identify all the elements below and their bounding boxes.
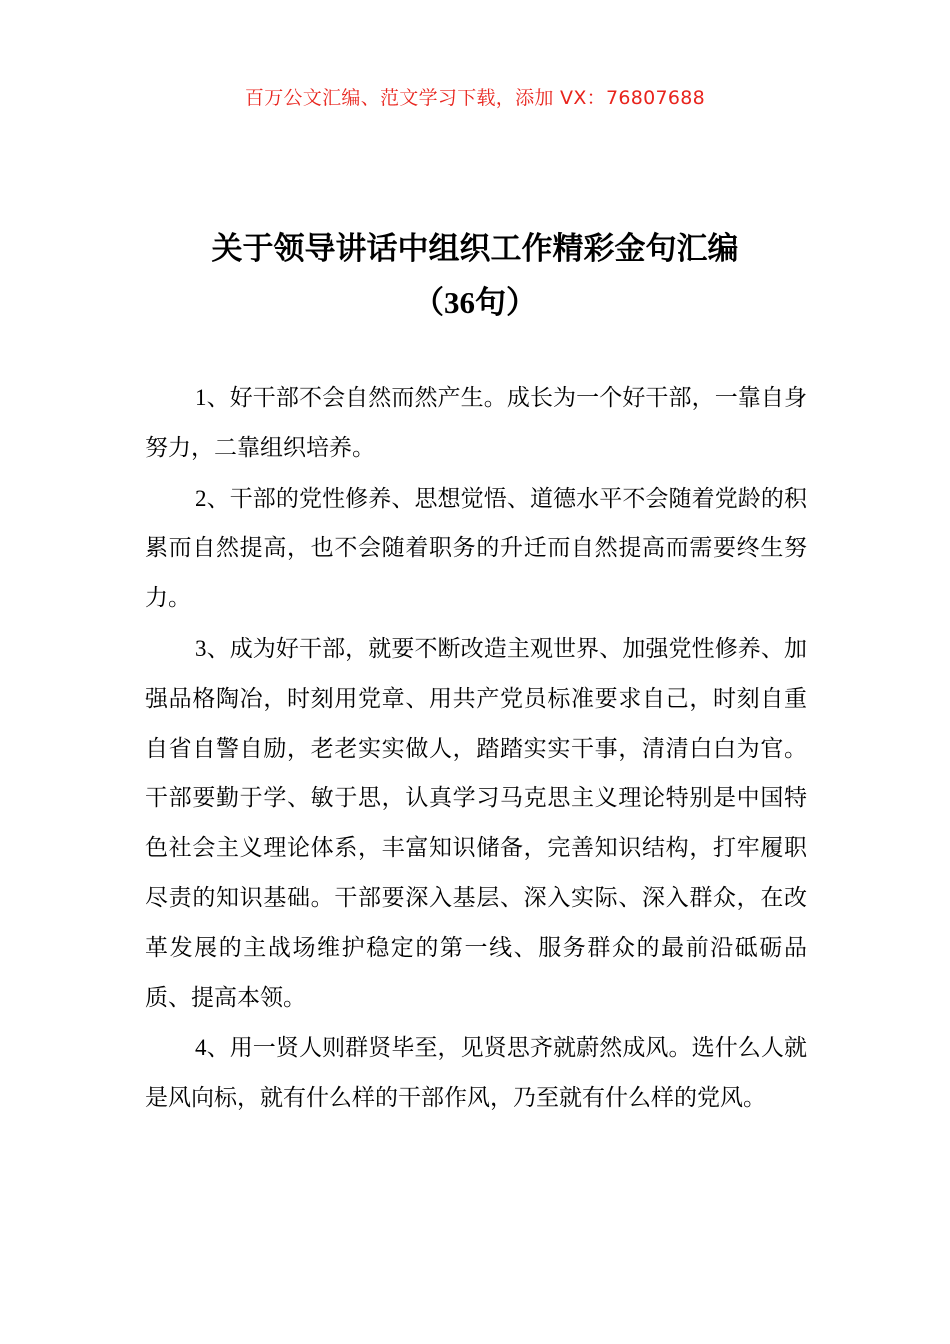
paragraph-text: 、成为好干部，就要不断改造主观世界、加强党性修养、加强品格陶冶，时刻用党章、用共产党员标准要求自己，时刻自重自省自警自励，老老实实做人，踏踏实实干事，清清白白为官。干部要勤于学、敏于思，认真学习马克思主义理论特别是中国特色社会主义理论体系，丰富知识储备，完善知识结构，打牢履职尽责的知识基础。干部要深入基层、深入实际、深入群众，在改革发展的主战场维护稳定的第一线、服务群众的最前沿砥砺品质、提高本领。 [145,635,807,1011]
paragraph-3 [145,624,807,1023]
header-note: 百万公文汇编、范文学习下载，添加 VX：76807688 [244,87,706,109]
paragraph-text: 、好干部不会自然而然产生。成长为一个好干部，一靠自身努力，二靠组织培养。 [145,385,807,461]
title-count: 36 [444,285,475,320]
paragraph-number: 3 [195,635,207,661]
title-line-2-rest: 句） [475,285,537,321]
document-title [0,222,950,330]
paragraph-number: 1 [195,385,207,410]
title-paren-open: （ [413,285,444,321]
title-line-2 [0,276,950,330]
paragraph-text: 、用一贤人则群贤毕至，见贤思齐就蔚然成风。选什么人就是风向标，就有什么样的干部作风，乃至就有什么样的党风。 [145,1035,807,1112]
paragraph-text: 、干部的党性修养、思想觉悟、道德水平不会随着党龄的积累而自然提高，也不会随着职务的升迁而自然提高而需要终生努力。 [145,485,807,612]
title-line-1: 关于领导讲话中组织工作精彩金句汇编 [211,231,739,267]
paragraph-2 [145,474,807,624]
paragraph-number: 2 [195,485,207,511]
document-body [145,373,807,1124]
paragraph-1 [145,373,807,474]
paragraph-number: 4 [195,1035,207,1061]
paragraph-4 [145,1023,807,1124]
